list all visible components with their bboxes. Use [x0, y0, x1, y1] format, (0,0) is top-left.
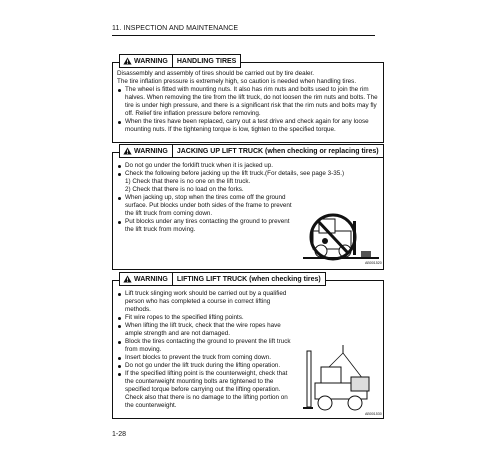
list-item: Check the following before jacking up the lift truck.(For details, see page 3-35.)	[117, 170, 379, 178]
section-header: 11. INSPECTION AND MAINTENANCE	[112, 25, 239, 32]
list-item: The wheel is fitted with mounting nuts. It also has rim nuts and bolts used to join the rim halves. When removing the tire from the lift truck, do not loosen the rim nuts and bolts. The tire is under high pressure, and there is a significant risk that the rim nuts and bolts may fly off. Relief tire inflation pressure before removing.	[117, 86, 379, 118]
warning-box-lifting	[112, 275, 384, 419]
sub-item: 2) Check that there is no load on the forks.	[125, 186, 244, 193]
no-entry-under-truck-figure	[303, 201, 379, 263]
lifting-truck-figure	[303, 345, 379, 417]
figure-code: AB001520	[365, 261, 382, 265]
list-item: Put blocks under any tires contacting the ground to prevent the lift truck from moving.	[117, 218, 297, 234]
list-item: Insert blocks to prevent the truck from coming down.	[117, 354, 295, 362]
warning-triangle-icon	[123, 57, 132, 65]
warning-body	[117, 70, 379, 134]
sub-item: 1) Check that there is no one on the lift truck.	[125, 178, 251, 185]
page-number: 1-28	[112, 431, 127, 438]
warning-label: WARNING HANDLING TIRES	[119, 54, 241, 68]
figure-code: AB001530	[365, 412, 382, 416]
warning-title: HANDLING TIRES	[176, 57, 237, 65]
warning-label: WARNING JACKING UP LIFT TRUCK (when checking or replacing tires)	[119, 144, 384, 158]
warning-triangle-icon	[123, 147, 132, 155]
warning-body	[117, 290, 295, 410]
warning-title: JACKING UP LIFT TRUCK (when checking or replacing tires)	[176, 147, 379, 155]
list-item: Fit wire ropes to the specified lifting points.	[117, 314, 295, 322]
warning-title: LIFTING LIFT TRUCK (when checking tires)	[176, 275, 321, 283]
warning-label: WARNING LIFTING LIFT TRUCK (when checking tires)	[119, 272, 326, 286]
list-item: If the specified lifting point is the counterweight, check that the counterweight mounting bolts are tightened to the specified torque before carrying out the lifting operation. Check also that there is no damage to the lifting portion on the counterweight.	[117, 370, 295, 410]
list-item: Lift truck slinging work should be carried out by a qualified person who has completed a course in correct lifting methods.	[117, 290, 295, 314]
warning-box-handling-tires	[112, 57, 384, 143]
list-item: Do not go under the lift truck during the lifting operation.	[117, 362, 295, 370]
warning-body	[117, 162, 379, 178]
warning-body-cont	[117, 178, 297, 234]
warning-intro: Disassembly and assembly of tires should be carried out by tire dealer.	[117, 70, 315, 77]
warning-intro: The tire inflation pressure is extremely high, so caution is needed when handling tires.	[117, 78, 357, 85]
list-item: Block the tires contacting the ground to prevent the lift truck from moving.	[117, 338, 295, 354]
list-item: When jacking up, stop when the tires come off the ground surface. Put blocks under both sides of the frame to prevent the lift truck from coming down.	[117, 194, 297, 218]
warning-triangle-icon	[123, 275, 132, 283]
warning-box-jacking	[112, 147, 384, 270]
header-rule	[112, 35, 375, 36]
list-item: When the tires have been replaced, carry out a test drive and check again for any loose mounting nuts. If the tightening torque is low, tighten to the specified torque.	[117, 118, 379, 134]
list-item: When lifting the lift truck, check that the wire ropes have ample strength and are not damaged.	[117, 322, 295, 338]
list-item: Do not go under the forklift truck when it is jacked up.	[117, 162, 379, 170]
